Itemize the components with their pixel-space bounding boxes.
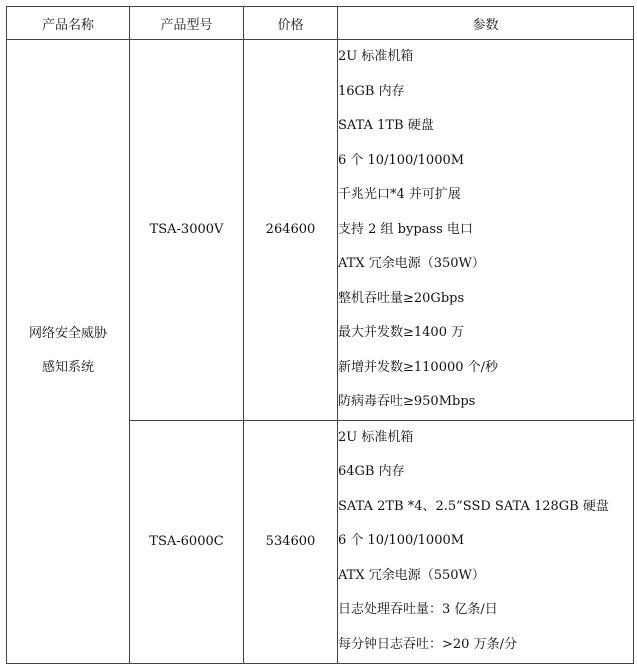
param-line: 防病毒吞吐≥950Mbps <box>338 394 476 409</box>
param-line: ATX 冗余电源（550W） <box>338 567 485 583</box>
param-line: 2U 标准机箱 <box>338 49 414 64</box>
param-line: 最大并发数≥1400 万 <box>338 325 465 340</box>
param-line: SATA 2TB *4、2.5”SSD SATA 128GB 硬盘 <box>338 498 609 514</box>
product-name-cell <box>7 40 130 664</box>
header-row <box>7 7 634 40</box>
param-line: 64GB 内存 <box>338 464 405 480</box>
params-cell <box>338 420 634 663</box>
param-line: 每分钟日志吞吐：>20 万条/分 <box>338 637 517 653</box>
product-spec-table <box>6 6 634 664</box>
param-line: 6 个 10/100/1000M <box>338 533 465 549</box>
table-row <box>7 40 634 421</box>
param-line: 新增并发数≥110000 个/秒 <box>338 359 499 375</box>
price-cell: 534600 <box>244 420 338 663</box>
param-line: 2U 标准机箱 <box>338 429 414 445</box>
params-cell <box>338 40 634 421</box>
header-product-model: 产品型号 <box>130 7 244 40</box>
param-line: 16GB 内存 <box>338 83 405 99</box>
param-line: 支持 2 组 bypass 电口 <box>338 221 473 237</box>
header-product-name: 产品名称 <box>7 7 130 40</box>
model-cell: TSA-3000V <box>130 40 244 421</box>
product-name-line: 网络安全威胁 <box>28 326 107 342</box>
header-parameters: 参数 <box>338 7 634 40</box>
model-cell: TSA-6000C <box>130 420 244 663</box>
header-price: 价格 <box>244 7 338 40</box>
product-name-line: 感知系统 <box>41 360 94 376</box>
price-cell: 264600 <box>244 40 338 421</box>
param-line: ATX 冗余电源（350W） <box>338 256 485 271</box>
param-line: 6 个 10/100/1000M <box>338 152 465 168</box>
param-line: 千兆光口*4 并可扩展 <box>338 187 461 202</box>
param-line: 整机吞吐量≥20Gbps <box>338 290 465 306</box>
param-line: 日志处理吞吐量：3 亿条/日 <box>338 602 498 618</box>
param-line: SATA 1TB 硬盘 <box>338 118 434 133</box>
